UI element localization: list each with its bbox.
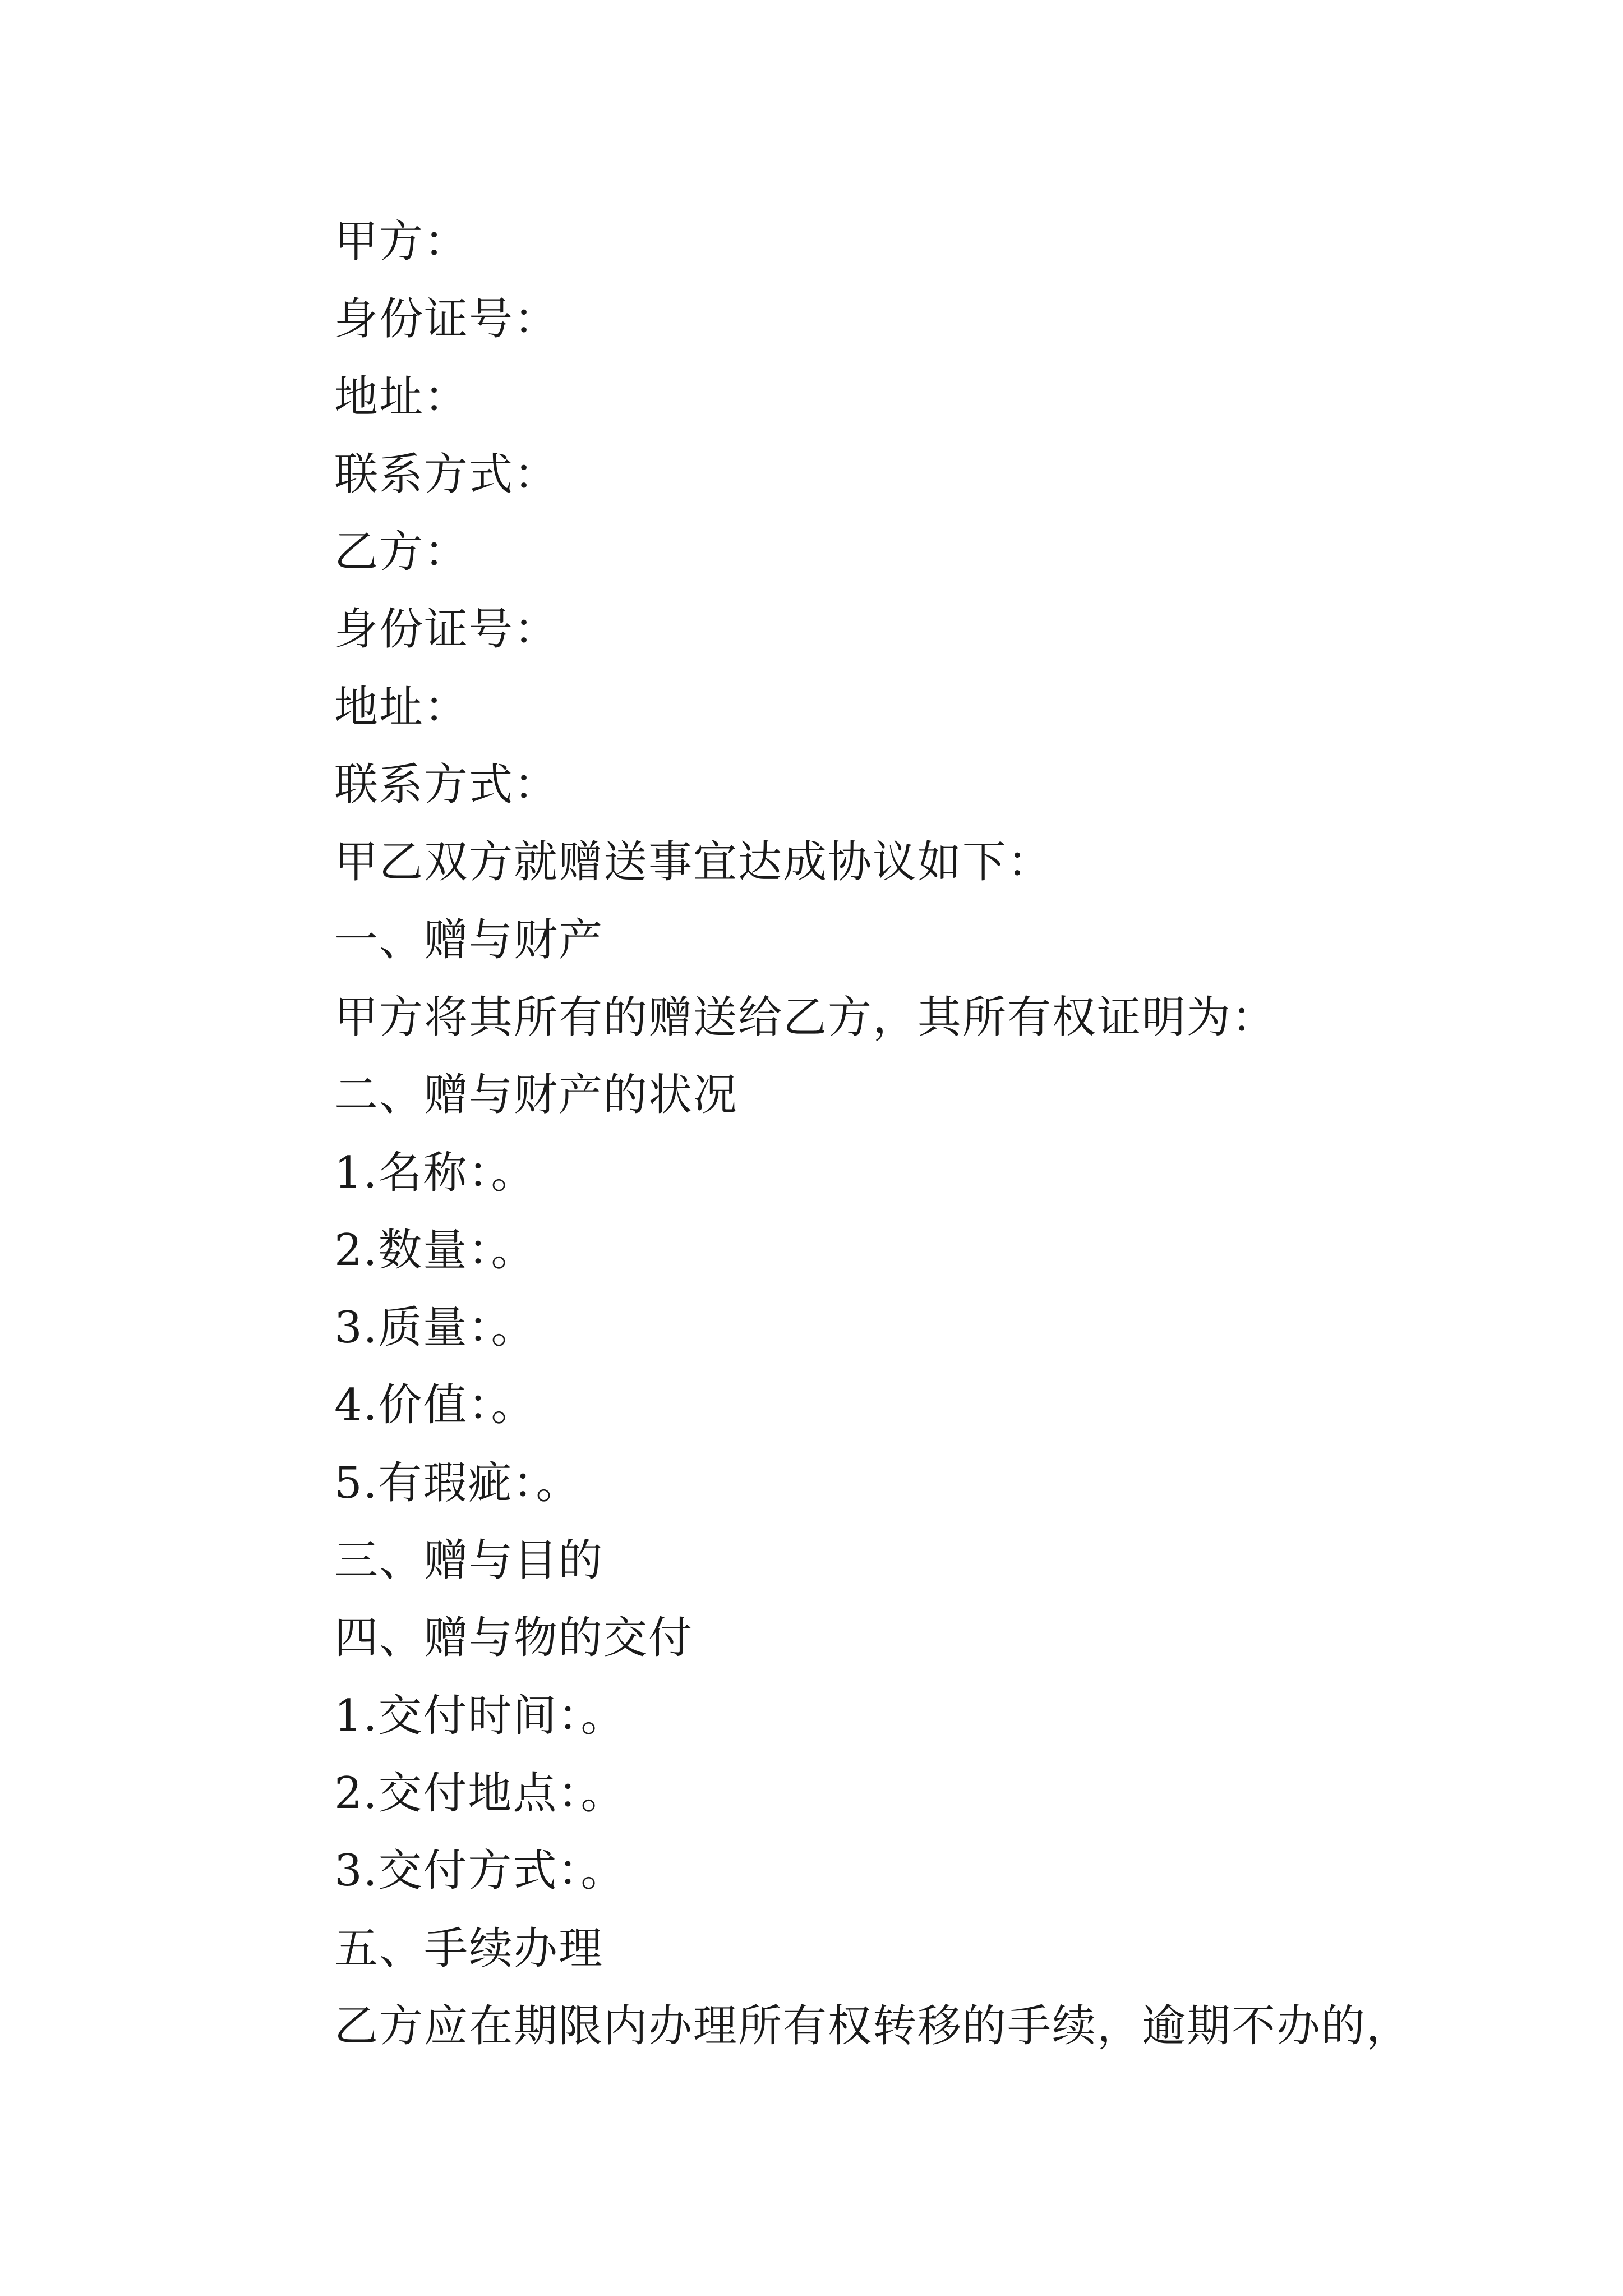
- section-heading-procedures: 五、手续办理: [334, 1923, 604, 1974]
- status-item-name: 1.名称：。: [334, 1147, 536, 1198]
- section-heading-gift-property: 一、赠与财产: [334, 914, 604, 965]
- status-item-quality: 3.质量：。: [334, 1303, 536, 1354]
- delivery-item-method: 3.交付方式：。: [334, 1846, 626, 1897]
- document-body: [334, 203, 1456, 2065]
- status-item-quantity: 2.数量：。: [334, 1225, 536, 1276]
- gift-property-text: 甲方将其所有的赠送给乙方，其所有权证明为：: [334, 992, 1277, 1043]
- party-a-address: 地址：: [334, 371, 469, 422]
- status-item-defects: 5.有瑕疵：。: [334, 1457, 581, 1508]
- party-b-label: 乙方：: [334, 527, 469, 578]
- party-b-id-number: 身份证号：: [334, 604, 559, 655]
- party-a-label: 甲方：: [334, 217, 469, 267]
- section-heading-gift-purpose: 三、赠与目的: [334, 1535, 604, 1586]
- agreement-intro: 甲乙双方就赠送事宜达成协议如下：: [334, 837, 1053, 888]
- section-heading-delivery: 四、赠与物的交付: [334, 1613, 694, 1664]
- party-a-id-number: 身份证号：: [334, 294, 559, 345]
- delivery-item-time: 1.交付时间：。: [334, 1690, 626, 1741]
- procedures-text: 乙方应在期限内办理所有权转移的手续，逾期不办的，: [334, 2000, 1412, 2051]
- party-b-contact: 联系方式：: [334, 760, 559, 811]
- delivery-item-place: 2.交付地点：。: [334, 1768, 626, 1819]
- party-a-contact: 联系方式：: [334, 449, 559, 500]
- section-heading-property-status: 二、赠与财产的状况: [334, 1070, 739, 1121]
- status-item-value: 4.价值：。: [334, 1380, 536, 1431]
- party-b-address: 地址：: [334, 682, 469, 733]
